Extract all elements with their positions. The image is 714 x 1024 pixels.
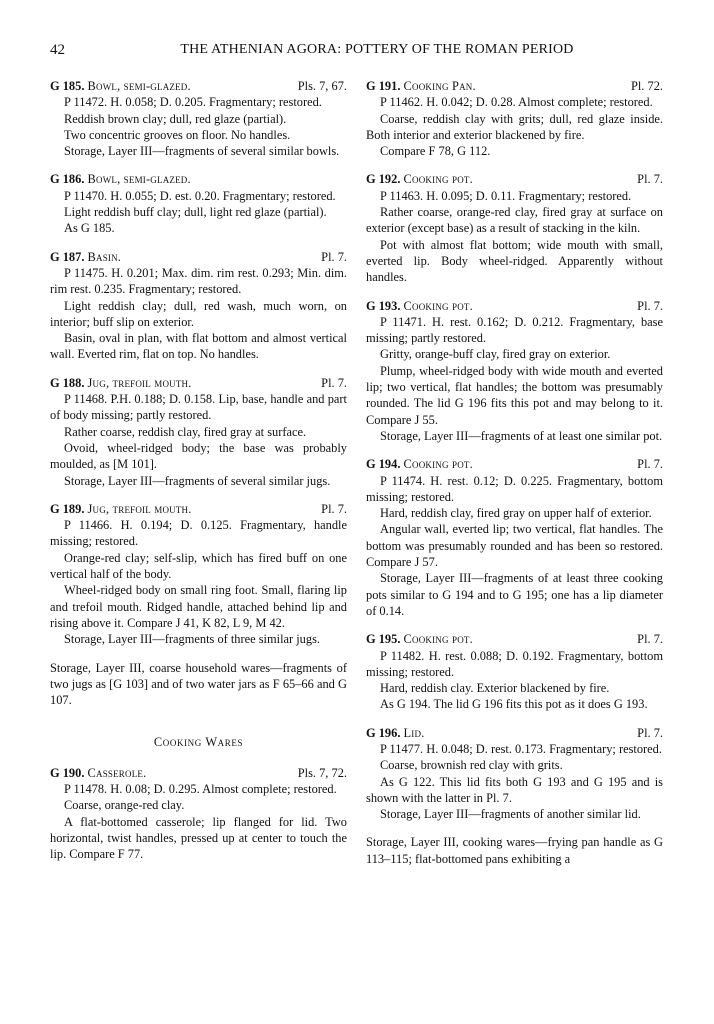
entry-heading	[50, 765, 347, 781]
left-entries-continued	[50, 765, 347, 863]
entry-plates: Pls. 7, 72.	[297, 765, 347, 780]
entry-paragraph: P 11471. H. rest. 0.162; D. 0.212. Fragmentary, base missing; partly restored.	[366, 314, 663, 346]
entry-paragraph: Wheel-ridged body on small ring foot. Small, flaring lip and trefoil mouth. Ridged handle, attached behind lip and rising above it. Compare J 41, K 82, L 9, M 42.	[50, 583, 347, 630]
entry-paragraph: As G 122. This lid fits both G 193 and G 195 and is shown with the latter in Pl. 7.	[366, 774, 663, 805]
entry-heading	[366, 456, 663, 472]
section-heading: Cooking Wares	[153, 735, 244, 750]
entry-title: Casserole.	[87, 765, 147, 780]
entry-paragraph: P 11472. H. 0.058; D. 0.205. Fragmentary; restored.	[64, 95, 322, 110]
running-title: THE ATHENIAN AGORA: POTTERY OF THE ROMAN PERIOD	[180, 42, 574, 57]
entry-title: Bowl, semi-glazed.	[87, 79, 191, 93]
entry-plates: Pl. 72.	[630, 79, 663, 93]
entry-paragraph: P 11470. H. 0.055; D. est. 0.20. Fragmentary; restored.	[64, 188, 336, 203]
catalog-entry	[50, 171, 347, 236]
entry-plates: Pl. 7.	[637, 172, 663, 187]
entry-paragraph: Coarse, orange-red clay.	[64, 798, 185, 813]
left-summary: Storage, Layer III, coarse household wares—fragments of two jugs as [G 103] and of two water jars as F 65–66 and G 107.	[50, 660, 347, 708]
catalog-entry	[366, 171, 663, 285]
entry-paragraph: A flat-bottomed casserole; lip flanged for lid. Two horizontal, twist handles, pressed up at center to touch the lip. Compare F 77.	[50, 814, 347, 862]
entry-paragraph: As G 194. The lid G 196 fits this pot as it does G 193.	[380, 697, 648, 712]
entry-heading	[50, 78, 347, 94]
catalog-entry	[366, 298, 663, 445]
entry-paragraph: Ovoid, wheel-ridged body; the base was probably moulded, as [M 101].	[50, 440, 347, 472]
entry-code: G 196.	[366, 725, 401, 740]
entry-paragraph: P 11478. H. 0.08; D. 0.295. Almost complete; restored.	[64, 781, 337, 796]
page-header	[50, 42, 664, 62]
entry-paragraph: Basin, oval in plan, with flat bottom and almost vertical wall. Everted rim, flat on top. No handles.	[50, 331, 347, 362]
entry-heading	[366, 171, 663, 187]
entry-code: G 190.	[50, 765, 85, 780]
entry-heading	[50, 249, 347, 265]
entry-paragraph: Rather coarse, reddish clay, fired gray at surface.	[64, 424, 307, 439]
catalog-entry	[50, 249, 347, 363]
entry-paragraph: P 11468. P.H. 0.188; D. 0.158. Lip, base, handle and part of body missing; partly restored.	[50, 392, 347, 423]
entry-plates: Pl. 7.	[321, 501, 347, 516]
entry-plates: Pls. 7, 67.	[297, 79, 347, 93]
page-number: 42	[50, 42, 65, 58]
entry-paragraph: Hard, reddish clay. Exterior blackened by fire.	[380, 681, 610, 696]
entry-heading	[50, 501, 347, 517]
entry-paragraph: Gritty, orange-buff clay, fired gray on exterior.	[380, 347, 611, 362]
catalog-entry	[366, 631, 663, 712]
entry-code: G 186.	[50, 172, 85, 187]
entry-paragraph: P 11463. H. 0.095; D. 0.11. Fragmentary; restored.	[380, 188, 632, 203]
entry-paragraph: P 11475. H. 0.201; Max. dim. rim rest. 0.293; Min. dim. rim rest. 0.235. Fragmentary; restored.	[50, 265, 347, 297]
entry-title: Cooking pot.	[403, 298, 473, 313]
entry-heading	[50, 375, 347, 391]
entry-title: Jug, trefoil mouth.	[87, 501, 192, 516]
left-entries	[50, 78, 347, 648]
entry-code: G 185.	[50, 79, 85, 93]
catalog-entry	[50, 501, 347, 648]
entry-code: G 187.	[50, 249, 85, 264]
entry-paragraph: Two concentric grooves on floor. No handles.	[64, 127, 291, 142]
entry-paragraph: Light reddish buff clay; dull, light red glaze (partial).	[64, 205, 327, 220]
entry-title: Lid.	[403, 725, 425, 740]
entry-title: Cooking pot.	[403, 172, 473, 187]
entry-title: Jug, trefoil mouth.	[87, 375, 192, 390]
catalog-entry	[50, 78, 347, 159]
entry-paragraph: Coarse, brownish red clay with grits.	[380, 758, 563, 773]
entry-title: Cooking pot.	[403, 632, 473, 647]
entry-heading	[366, 78, 663, 94]
right-entries	[366, 78, 663, 822]
catalog-entry	[50, 375, 347, 489]
entry-code: G 188.	[50, 375, 85, 390]
entry-paragraph: Orange-red clay; self-slip, which has fired buff on one vertical half of the body.	[50, 550, 347, 582]
entry-paragraph: Reddish brown clay; dull, red glaze (partial).	[64, 111, 287, 126]
right-summary: Storage, Layer III, cooking wares—frying pan handle as G 113–115; flat-bottomed pans exhibiting a	[366, 835, 663, 866]
entry-paragraph: P 11477. H. 0.048; D. rest. 0.173. Fragmentary; restored.	[380, 741, 662, 756]
catalog-entry	[50, 765, 347, 863]
entry-plates: Pl. 7.	[637, 632, 663, 647]
entry-code: G 193.	[366, 298, 401, 313]
catalog-entry	[366, 456, 663, 619]
entry-heading	[366, 298, 663, 314]
catalog-entry	[366, 725, 663, 823]
entry-title: Bowl, semi-glazed.	[87, 172, 191, 187]
entry-code: G 194.	[366, 457, 401, 472]
entry-plates: Pl. 7.	[637, 298, 663, 313]
entry-paragraph: As G 185.	[64, 221, 115, 236]
entry-paragraph: Rather coarse, orange-red clay, fired gray at surface on exterior (except base) as a result of stacking in the kiln.	[366, 205, 663, 236]
entry-code: G 195.	[366, 632, 401, 647]
entry-paragraph: Storage, Layer III—fragments of another similar lid.	[380, 807, 641, 822]
entry-plates: Pl. 7.	[637, 725, 663, 740]
entry-heading	[366, 725, 663, 741]
entry-paragraph: Storage, Layer III—fragments of several similar jugs.	[64, 473, 331, 488]
catalog-entry	[366, 78, 663, 159]
entry-code: G 189.	[50, 501, 85, 516]
entry-plates: Pl. 7.	[637, 457, 663, 472]
entry-plates: Pl. 7.	[321, 375, 347, 390]
entry-heading	[50, 171, 347, 187]
entry-paragraph: P 11466. H. 0.194; D. 0.125. Fragmentary, handle missing; restored.	[50, 518, 347, 549]
entry-paragraph: Storage, Layer III—fragments of at least three cooking pots similar to G 194 and to G 195; one has a lip diameter of 0.14.	[366, 571, 663, 618]
entry-title: Cooking pot.	[403, 457, 473, 472]
entry-paragraph: Pot with almost flat bottom; wide mouth with small, everted lip. Body wheel-ridged. Apparently without handles.	[366, 237, 663, 285]
entry-plates: Pl. 7.	[321, 249, 347, 264]
entry-heading	[366, 631, 663, 647]
left-column	[50, 78, 347, 874]
entry-paragraph: Angular wall, everted lip; two vertical, flat handles. The bottom was presumably rounded and has been so restored. Compare J 57.	[366, 522, 663, 570]
entry-paragraph: P 11462. H. 0.042; D. 0.28. Almost complete; restored.	[380, 95, 653, 110]
entry-paragraph: Light reddish clay; dull, red wash, much worn, on interior; buff slip on exterior.	[50, 298, 347, 329]
entry-paragraph: Storage, Layer III—fragments of at least one similar pot.	[380, 428, 663, 443]
entry-code: G 192.	[366, 172, 401, 187]
entry-paragraph: Storage, Layer III—fragments of three similar jugs.	[64, 632, 320, 647]
entry-paragraph: Compare F 78, G 112.	[380, 144, 491, 159]
entry-title: Cooking Pan.	[403, 79, 476, 93]
right-column	[366, 78, 663, 881]
entry-paragraph: P 11482. H. rest. 0.088; D. 0.192. Fragmentary, bottom missing; restored.	[366, 648, 663, 679]
entry-paragraph: Storage, Layer III—fragments of several similar bowls.	[64, 144, 340, 159]
entry-code: G 191.	[366, 79, 401, 93]
entry-paragraph: Plump, wheel-ridged body with wide mouth and everted lip; two vertical, flat handles; the bottom was presumably rounded. The lid G 196 fits this pot and may belong to it. Compare J 55.	[366, 363, 663, 427]
entry-title: Basin.	[87, 249, 122, 264]
entry-paragraph: Coarse, reddish clay with grits; dull, red glaze inside. Both interior and exterior blackened by fire.	[366, 111, 663, 142]
entry-paragraph: P 11474. H. rest. 0.12; D. 0.225. Fragmentary, bottom missing; restored.	[366, 473, 663, 504]
entry-paragraph: Hard, reddish clay, fired gray on upper half of exterior.	[380, 506, 652, 521]
